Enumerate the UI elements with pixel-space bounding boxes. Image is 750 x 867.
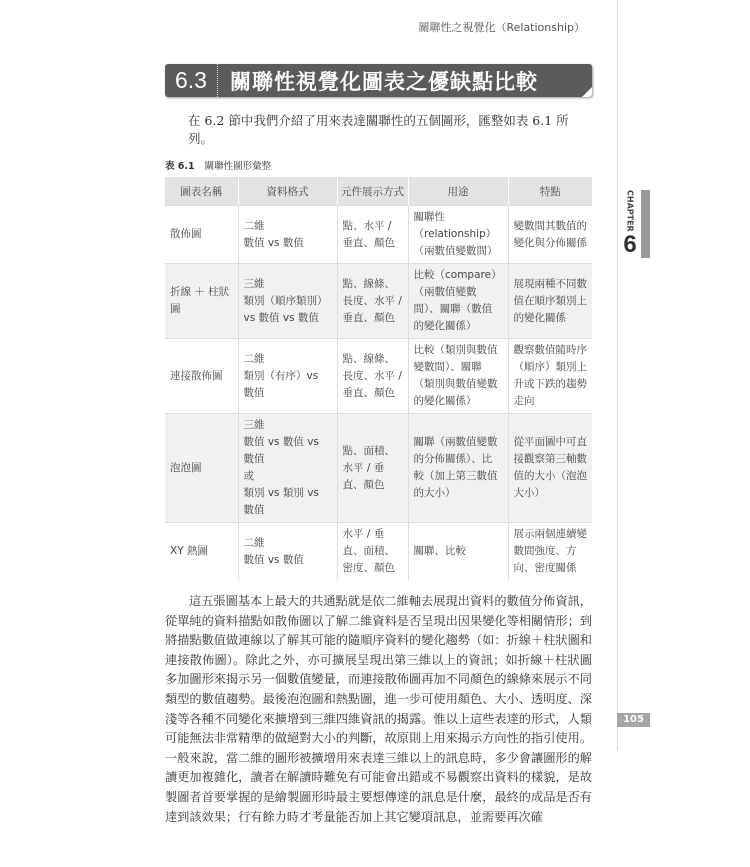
table-cell: 折線 ＋ 柱狀圖 [165, 264, 238, 339]
table-cell: 展現兩種不同數值在順序類別上的變化關係 [508, 264, 592, 339]
table-row [165, 414, 592, 523]
table-cell: 點、水平 / 垂直、顏色 [337, 206, 408, 264]
table-header-row [165, 177, 592, 206]
table-cell: 泡泡圖 [165, 414, 238, 523]
table-cell: 連接散佈圖 [165, 339, 238, 414]
table-caption-label: 表 6.1 [165, 161, 195, 172]
table-cell: 水平 / 垂直、面積、密度、顏色 [337, 523, 408, 581]
table-row [165, 206, 592, 264]
chapter-label: CHAPTER [625, 190, 635, 232]
table-cell: XY 熱圖 [165, 523, 238, 581]
table-cell: 觀察數值隨時序（順序）類別上升或下跌的趨勢走向 [508, 339, 592, 414]
table-cell: 點、面積、水平 / 垂直、顏色 [337, 414, 408, 523]
table-cell: 三維 類別（順序類別）vs 數值 vs 數值 [238, 264, 337, 339]
table-cell: 三維 數值 vs 數值 vs 數值 或 類別 vs 類別 vs 數值 [238, 414, 337, 523]
column-header: 圖表名稱 [165, 177, 238, 206]
table-cell: 展示兩個連續變數間強度、方向、密度關係 [508, 523, 592, 581]
chapter-tab [620, 190, 640, 258]
column-header: 元件展示方式 [337, 177, 408, 206]
table-cell: 散佈圖 [165, 206, 238, 264]
column-header: 資料格式 [238, 177, 337, 206]
table-cell: 關聯、比較 [408, 523, 508, 581]
section-banner [165, 64, 592, 97]
table-row [165, 264, 592, 339]
table-caption-text: 關聯性圖形彙整 [204, 161, 272, 172]
section-title: 關聯性視覺化圖表之優缺點比較 [230, 69, 538, 94]
table-row [165, 523, 592, 581]
column-header: 用途 [408, 177, 508, 206]
section-number: 6.3 [165, 64, 218, 97]
body-paragraph: 這五張圖基本上最大的共通點就是依二維軸去展現出資料的數值分佈資訊，從單純的資料描點如散佈圖以了解二維資料是否呈現出因果變化等相關情形；到將描點數值做連線以了解其可能的隨順序資料的變化趨勢（如：折線＋柱狀圖和連接散佈圖）。除此之外，亦可擴展呈現出第三維以上的資訊；如折線＋柱狀圖多加圖形來揭示另一個數值變量，而連接散佈圖再加不同顏色的線條來展示不同類型的數值趨勢。最後泡泡圖和熱點圖，進一步可使用顏色、大小、透明度、深淺等各種不同變化來擴增到三維四維資訊的揭露。惟以上這些表達的形式，人類可能無法非常精準的做絕對大小的判斷，故原則上用來揭示方向性的指引使用。一般來說，當二維的圖形被擴增用來表達三維以上的訊息時，多少會讓圖形的解讀更加複雜化，讀者在解讀時難免有可能會出錯或不易觀察出資料的樣貌，是故製圖者首要掌握的是繪製圖形時最主要想傳達的訊息是什麼，最終的成品是否有達到該效果；行有餘力時才考量能否加上其它變項訊息，並需要再次確 [165, 594, 592, 824]
table-cell: 關聯（兩數值變數的分佈關係）、比較（加上第三數值的大小） [408, 414, 508, 523]
column-header: 特點 [508, 177, 592, 206]
main-content [165, 112, 592, 867]
table-cell: 從平面圖中可直接觀察第三軸數值的大小（泡泡大小） [508, 414, 592, 523]
table-cell: 變數間其數值的變化與分佈關係 [508, 206, 592, 264]
table-cell: 關聯性（relationship）（兩數值變數間） [408, 206, 508, 264]
relationship-chart-table [165, 177, 592, 580]
running-header: 關聯性之視覺化（Relationship） [418, 21, 585, 34]
table-cell: 二維 數值 vs 數值 [238, 206, 337, 264]
page-fold-decoration [582, 87, 592, 97]
table-cell: 二維 數值 vs 數值 [238, 523, 337, 581]
table-row [165, 339, 592, 414]
page-number: 105 [617, 713, 650, 727]
table-cell: 點、線條、長度、水平 / 垂直、顏色 [337, 264, 408, 339]
table-cell: 比較（類別與數值變數間）、關聯（類別與數值變數的變化關係） [408, 339, 508, 414]
page-edge [617, 0, 618, 750]
table-cell: 二維 類別（有序）vs 數值 [238, 339, 337, 414]
table-cell: 點、線條、長度、水平 / 垂直、顏色 [337, 339, 408, 414]
table-cell: 比較（compare）（兩數值變數間）、關聯（數值的變化關係） [408, 264, 508, 339]
table-caption [165, 160, 592, 173]
chapter-number: 6 [623, 230, 637, 258]
chapter-tab-bar [641, 190, 650, 258]
intro-paragraph: 在 6.2 節中我們介紹了用來表達關聯性的五個圖形，匯整如表 6.1 所列。 [188, 113, 569, 146]
